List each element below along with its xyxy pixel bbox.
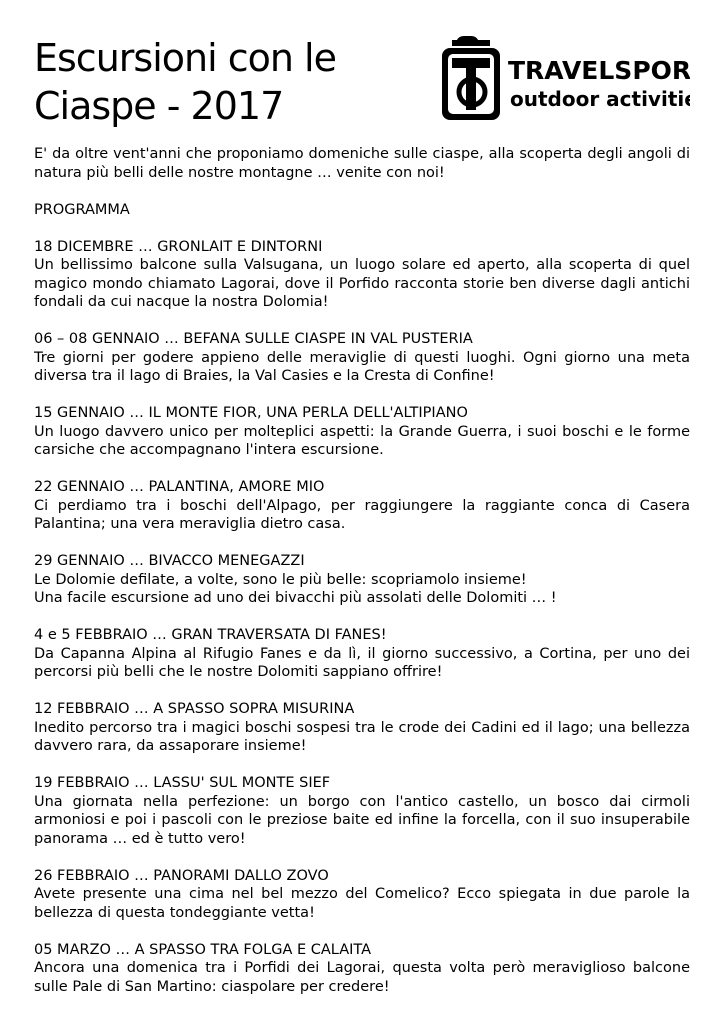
event-item [34, 330, 690, 386]
event-item [34, 700, 690, 756]
title-line-2: Ciaspe - 2017 [34, 84, 284, 128]
event-heading: 22 GENNAIO … PALANTINA, AMORE MIO [34, 479, 325, 495]
event-description: Un luogo davvero unico per molteplici aspetti: la Grande Guerra, i suoi boschi e le forme carsiche che accompagnano l'intera escursione. [34, 423, 690, 458]
event-item [34, 404, 690, 460]
document-body [34, 145, 690, 1015]
intro-paragraph: E' da oltre vent'anni che proponiamo domeniche sulle ciaspe, alla scoperta degli angoli di natura più belli delle nostre montagne … venite con noi! [34, 146, 690, 181]
event-description: Avete presente una cima nel bel mezzo del Comelico? Ecco spiegata in due parole la bellezza di questa tondeggiante vetta! [34, 886, 690, 921]
event-heading: 18 DICEMBRE … GRONLAIT E DINTORNI [34, 238, 323, 255]
event-item [34, 552, 690, 608]
event-description: Ci perdiamo tra i boschi dell'Alpago, per raggiungere la raggiante conca di Casera Palantina; una vera meraviglia dietro casa. [34, 497, 690, 532]
event-description: Tre giorni per godere appieno delle meraviglie di questi luoghi. Ogni giorno una meta diversa tra il lago di Braies, la Val Casies e la Cresta di Confine! [34, 349, 690, 384]
event-item [34, 238, 690, 312]
logo-tagline-text: outdoor activities [510, 87, 690, 111]
event-description: Una giornata nella perfezione: un borgo con l'antico castello, un bosco dai cirmoli armoniosi e poi i pascoli con le preziose baite ed infine la forcella, con il suo insuperabile panorama … ed è tutto vero! [34, 793, 690, 847]
event-heading: 12 FEBBRAIO … A SPASSO SOPRA MISURINA [34, 701, 355, 717]
title-line-1: Escursioni con le [34, 36, 336, 80]
event-item [34, 478, 690, 534]
event-description: Le Dolomie defilate, a volte, sono le più belle: scopriamolo insieme! [34, 571, 527, 588]
event-item [34, 626, 690, 682]
travelsport-logo [438, 36, 690, 122]
event-description: Un bellissimo balcone sulla Valsugana, un luogo solare ed aperto, alla scoperta di quel magico mondo chiamato Lagorai, dove il Porfido racconta storie ben diverse dagli antichi fondali da cui nacque la nostra Dolomia! [34, 257, 690, 310]
event-heading: 05 MARZO … A SPASSO TRA FOLGA E CALAITA [34, 941, 372, 958]
event-description-2: Una facile escursione ad uno dei bivacchi più assolati delle Dolomiti … ! [34, 590, 557, 606]
event-item [34, 867, 690, 923]
travelsport-logo-icon [438, 36, 690, 122]
event-description: Ancora una domenica tra i Porfidi dei Lagorai, questa volta però meraviglioso balcone sulle Pale di San Martino: ciaspolare per credere! [34, 960, 690, 995]
event-description: Da Capanna Alpina al Rifugio Fanes e da lì, il giorno successivo, a Cortina, per uno dei percorsi più belli che le nostre Dolomiti sappiano offrire! [34, 645, 690, 680]
event-heading: 26 FEBBRAIO … PANORAMI DALLO ZOVO [34, 867, 329, 884]
page-title [34, 34, 336, 130]
event-heading: 4 e 5 FEBBRAIO … GRAN TRAVERSATA DI FANES! [34, 627, 387, 643]
event-heading: 29 GENNAIO … BIVACCO MENEGAZZI [34, 553, 305, 569]
event-item [34, 941, 690, 997]
event-description: Inedito percorso tra i magici boschi sospesi tra le crode dei Cadini ed il lago; una bellezza davvero rara, da assaporare insieme! [34, 719, 690, 754]
event-heading: 06 – 08 GENNAIO … BEFANA SULLE CIASPE IN VAL PUSTERIA [34, 331, 473, 347]
logo-brand-text: TRAVELSPORT [508, 56, 690, 85]
event-heading: 15 GENNAIO … IL MONTE FIOR, UNA PERLA DELL'ALTIPIANO [34, 405, 468, 421]
event-item [34, 774, 690, 848]
event-heading: 19 FEBBRAIO … LASSU' SUL MONTE SIEF [34, 775, 331, 791]
programma-heading: PROGRAMMA [34, 201, 130, 218]
